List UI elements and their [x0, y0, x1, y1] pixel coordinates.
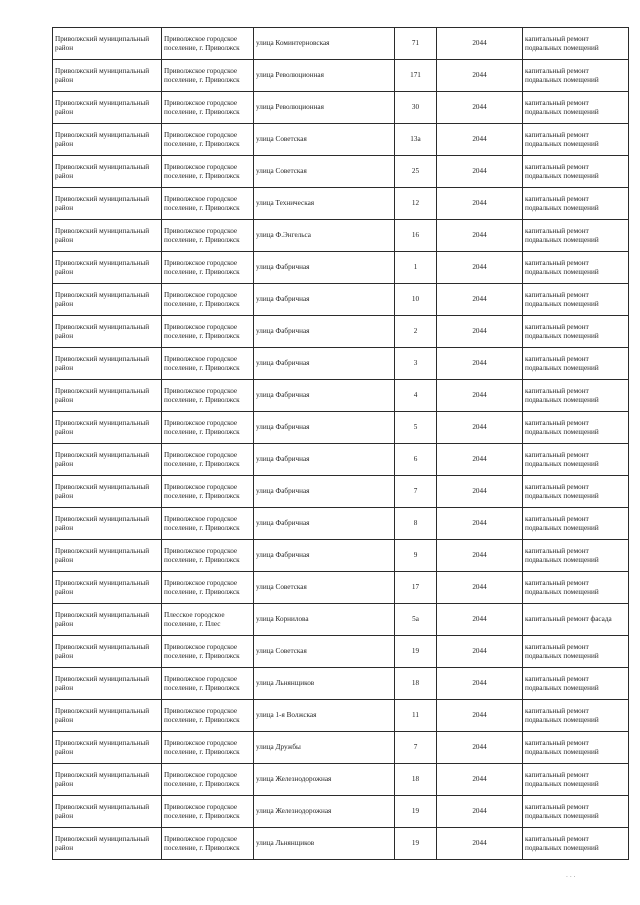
- street-cell: улица Советская: [254, 124, 395, 156]
- street-cell: улица Коминтерновская: [254, 28, 395, 60]
- year-cell: 2044: [437, 124, 523, 156]
- district-cell: Приволжский муниципальный район: [53, 828, 162, 860]
- district-cell: Приволжский муниципальный район: [53, 732, 162, 764]
- year-cell: 2044: [437, 796, 523, 828]
- house-number-cell: 3: [395, 348, 437, 380]
- work-type-cell: капитальный ремонт подвальных помещений: [523, 700, 629, 732]
- scan-marks: · · ·: [566, 874, 576, 881]
- street-cell: улица Фабричная: [254, 380, 395, 412]
- street-cell: улица Советская: [254, 572, 395, 604]
- work-type-cell: капитальный ремонт подвальных помещений: [523, 60, 629, 92]
- street-cell: улица Дружбы: [254, 732, 395, 764]
- settlement-cell: Плесское городское поселение, г. Плес: [162, 604, 254, 636]
- settlement-cell: Приволжское городское поселение, г. Приволжск: [162, 828, 254, 860]
- settlement-cell: Приволжское городское поселение, г. Приволжск: [162, 540, 254, 572]
- table-row: [53, 188, 629, 220]
- district-cell: Приволжский муниципальный район: [53, 156, 162, 188]
- table-row: [53, 668, 629, 700]
- house-number-cell: 7: [395, 732, 437, 764]
- house-number-cell: 19: [395, 636, 437, 668]
- settlement-cell: Приволжское городское поселение, г. Приволжск: [162, 732, 254, 764]
- table-row: [53, 348, 629, 380]
- work-type-cell: капитальный ремонт подвальных помещений: [523, 764, 629, 796]
- settlement-cell: Приволжское городское поселение, г. Приволжск: [162, 156, 254, 188]
- table-row: [53, 828, 629, 860]
- house-number-cell: 71: [395, 28, 437, 60]
- table-row: [53, 380, 629, 412]
- settlement-cell: Приволжское городское поселение, г. Приволжск: [162, 252, 254, 284]
- table-body: [53, 28, 629, 860]
- settlement-cell: Приволжское городское поселение, г. Приволжск: [162, 188, 254, 220]
- work-type-cell: капитальный ремонт подвальных помещений: [523, 124, 629, 156]
- district-cell: Приволжский муниципальный район: [53, 572, 162, 604]
- district-cell: Приволжский муниципальный район: [53, 92, 162, 124]
- street-cell: улица Фабричная: [254, 476, 395, 508]
- table-row: [53, 284, 629, 316]
- district-cell: Приволжский муниципальный район: [53, 444, 162, 476]
- street-cell: улица Советская: [254, 156, 395, 188]
- house-number-cell: 6: [395, 444, 437, 476]
- year-cell: 2044: [437, 412, 523, 444]
- street-cell: улица Фабричная: [254, 540, 395, 572]
- work-type-cell: капитальный ремонт подвальных помещений: [523, 540, 629, 572]
- year-cell: 2044: [437, 572, 523, 604]
- year-cell: 2044: [437, 252, 523, 284]
- street-cell: улица Техническая: [254, 188, 395, 220]
- district-cell: Приволжский муниципальный район: [53, 412, 162, 444]
- settlement-cell: Приволжское городское поселение, г. Приволжск: [162, 412, 254, 444]
- year-cell: 2044: [437, 220, 523, 252]
- year-cell: 2044: [437, 92, 523, 124]
- house-number-cell: 25: [395, 156, 437, 188]
- table-row: [53, 412, 629, 444]
- street-cell: улица Революционная: [254, 60, 395, 92]
- district-cell: Приволжский муниципальный район: [53, 348, 162, 380]
- year-cell: 2044: [437, 60, 523, 92]
- street-cell: улица Корнилова: [254, 604, 395, 636]
- street-cell: улица Льнянщиков: [254, 668, 395, 700]
- district-cell: Приволжский муниципальный район: [53, 316, 162, 348]
- table-row: [53, 540, 629, 572]
- street-cell: улица Железнодорожная: [254, 764, 395, 796]
- settlement-cell: Приволжское городское поселение, г. Приволжск: [162, 92, 254, 124]
- work-type-cell: капитальный ремонт подвальных помещений: [523, 316, 629, 348]
- year-cell: 2044: [437, 636, 523, 668]
- district-cell: Приволжский муниципальный район: [53, 188, 162, 220]
- table-row: [53, 156, 629, 188]
- house-number-cell: 18: [395, 764, 437, 796]
- district-cell: Приволжский муниципальный район: [53, 284, 162, 316]
- settlement-cell: Приволжское городское поселение, г. Приволжск: [162, 476, 254, 508]
- settlement-cell: Приволжское городское поселение, г. Приволжск: [162, 636, 254, 668]
- house-number-cell: 30: [395, 92, 437, 124]
- district-cell: Приволжский муниципальный район: [53, 796, 162, 828]
- street-cell: улица Фабричная: [254, 444, 395, 476]
- district-cell: Приволжский муниципальный район: [53, 60, 162, 92]
- table-row: [53, 636, 629, 668]
- table-row: [53, 604, 629, 636]
- work-type-cell: капитальный ремонт подвальных помещений: [523, 732, 629, 764]
- year-cell: 2044: [437, 316, 523, 348]
- year-cell: 2044: [437, 508, 523, 540]
- settlement-cell: Приволжское городское поселение, г. Приволжск: [162, 380, 254, 412]
- settlement-cell: Приволжское городское поселение, г. Приволжск: [162, 700, 254, 732]
- house-number-cell: 8: [395, 508, 437, 540]
- district-cell: Приволжский муниципальный район: [53, 252, 162, 284]
- house-number-cell: 11: [395, 700, 437, 732]
- work-type-cell: капитальный ремонт подвальных помещений: [523, 412, 629, 444]
- street-cell: улица Железнодорожная: [254, 796, 395, 828]
- house-number-cell: 18: [395, 668, 437, 700]
- settlement-cell: Приволжское городское поселение, г. Приволжск: [162, 348, 254, 380]
- year-cell: 2044: [437, 604, 523, 636]
- year-cell: 2044: [437, 348, 523, 380]
- house-number-cell: 19: [395, 828, 437, 860]
- district-cell: Приволжский муниципальный район: [53, 764, 162, 796]
- table-row: [53, 732, 629, 764]
- settlement-cell: Приволжское городское поселение, г. Приволжск: [162, 572, 254, 604]
- work-type-cell: капитальный ремонт подвальных помещений: [523, 508, 629, 540]
- table-row: [53, 476, 629, 508]
- settlement-cell: Приволжское городское поселение, г. Приволжск: [162, 796, 254, 828]
- district-cell: Приволжский муниципальный район: [53, 508, 162, 540]
- house-number-cell: 10: [395, 284, 437, 316]
- settlement-cell: Приволжское городское поселение, г. Приволжск: [162, 220, 254, 252]
- table-row: [53, 316, 629, 348]
- year-cell: 2044: [437, 28, 523, 60]
- year-cell: 2044: [437, 540, 523, 572]
- work-type-cell: капитальный ремонт подвальных помещений: [523, 476, 629, 508]
- house-number-cell: 1: [395, 252, 437, 284]
- year-cell: 2044: [437, 700, 523, 732]
- housing-repair-table: [52, 27, 629, 860]
- table-row: [53, 60, 629, 92]
- table-row: [53, 220, 629, 252]
- work-type-cell: капитальный ремонт подвальных помещений: [523, 220, 629, 252]
- street-cell: улица Льнянщиков: [254, 828, 395, 860]
- settlement-cell: Приволжское городское поселение, г. Приволжск: [162, 508, 254, 540]
- settlement-cell: Приволжское городское поселение, г. Приволжск: [162, 28, 254, 60]
- house-number-cell: 7: [395, 476, 437, 508]
- street-cell: улица Революционная: [254, 92, 395, 124]
- work-type-cell: капитальный ремонт подвальных помещений: [523, 796, 629, 828]
- house-number-cell: 9: [395, 540, 437, 572]
- table-row: [53, 444, 629, 476]
- year-cell: 2044: [437, 668, 523, 700]
- work-type-cell: капитальный ремонт подвальных помещений: [523, 156, 629, 188]
- work-type-cell: капитальный ремонт подвальных помещений: [523, 252, 629, 284]
- district-cell: Приволжский муниципальный район: [53, 700, 162, 732]
- district-cell: Приволжский муниципальный район: [53, 380, 162, 412]
- year-cell: 2044: [437, 156, 523, 188]
- district-cell: Приволжский муниципальный район: [53, 540, 162, 572]
- settlement-cell: Приволжское городское поселение, г. Приволжск: [162, 764, 254, 796]
- district-cell: Приволжский муниципальный район: [53, 28, 162, 60]
- year-cell: 2044: [437, 284, 523, 316]
- table-row: [53, 124, 629, 156]
- street-cell: улица Фабричная: [254, 284, 395, 316]
- settlement-cell: Приволжское городское поселение, г. Приволжск: [162, 124, 254, 156]
- house-number-cell: 19: [395, 796, 437, 828]
- work-type-cell: капитальный ремонт подвальных помещений: [523, 572, 629, 604]
- house-number-cell: 5а: [395, 604, 437, 636]
- year-cell: 2044: [437, 732, 523, 764]
- house-number-cell: 16: [395, 220, 437, 252]
- street-cell: улица Фабричная: [254, 508, 395, 540]
- work-type-cell: капитальный ремонт подвальных помещений: [523, 28, 629, 60]
- table-row: [53, 28, 629, 60]
- work-type-cell: капитальный ремонт подвальных помещений: [523, 828, 629, 860]
- street-cell: улица 1-я Волжская: [254, 700, 395, 732]
- settlement-cell: Приволжское городское поселение, г. Приволжск: [162, 60, 254, 92]
- settlement-cell: Приволжское городское поселение, г. Приволжск: [162, 668, 254, 700]
- table-row: [53, 764, 629, 796]
- table-row: [53, 796, 629, 828]
- work-type-cell: капитальный ремонт подвальных помещений: [523, 636, 629, 668]
- work-type-cell: капитальный ремонт подвальных помещений: [523, 188, 629, 220]
- table-row: [53, 508, 629, 540]
- settlement-cell: Приволжское городское поселение, г. Приволжск: [162, 284, 254, 316]
- house-number-cell: 4: [395, 380, 437, 412]
- street-cell: улица Советская: [254, 636, 395, 668]
- work-type-cell: капитальный ремонт подвальных помещений: [523, 284, 629, 316]
- year-cell: 2044: [437, 828, 523, 860]
- settlement-cell: Приволжское городское поселение, г. Приволжск: [162, 444, 254, 476]
- street-cell: улица Фабричная: [254, 316, 395, 348]
- year-cell: 2044: [437, 188, 523, 220]
- work-type-cell: капитальный ремонт подвальных помещений: [523, 348, 629, 380]
- year-cell: 2044: [437, 476, 523, 508]
- district-cell: Приволжский муниципальный район: [53, 636, 162, 668]
- settlement-cell: Приволжское городское поселение, г. Приволжск: [162, 316, 254, 348]
- work-type-cell: капитальный ремонт подвальных помещений: [523, 668, 629, 700]
- street-cell: улица Ф.Энгельса: [254, 220, 395, 252]
- work-type-cell: капитальный ремонт подвальных помещений: [523, 380, 629, 412]
- house-number-cell: 2: [395, 316, 437, 348]
- work-type-cell: капитальный ремонт фасада: [523, 604, 629, 636]
- street-cell: улица Фабричная: [254, 348, 395, 380]
- street-cell: улица Фабричная: [254, 412, 395, 444]
- house-number-cell: 17: [395, 572, 437, 604]
- district-cell: Приволжский муниципальный район: [53, 476, 162, 508]
- year-cell: 2044: [437, 444, 523, 476]
- table-row: [53, 572, 629, 604]
- table-row: [53, 92, 629, 124]
- table-row: [53, 700, 629, 732]
- district-cell: Приволжский муниципальный район: [53, 604, 162, 636]
- year-cell: 2044: [437, 764, 523, 796]
- work-type-cell: капитальный ремонт подвальных помещений: [523, 444, 629, 476]
- street-cell: улица Фабричная: [254, 252, 395, 284]
- house-number-cell: 12: [395, 188, 437, 220]
- house-number-cell: 171: [395, 60, 437, 92]
- district-cell: Приволжский муниципальный район: [53, 668, 162, 700]
- house-number-cell: 5: [395, 412, 437, 444]
- house-number-cell: 13а: [395, 124, 437, 156]
- district-cell: Приволжский муниципальный район: [53, 124, 162, 156]
- table-row: [53, 252, 629, 284]
- year-cell: 2044: [437, 380, 523, 412]
- district-cell: Приволжский муниципальный район: [53, 220, 162, 252]
- work-type-cell: капитальный ремонт подвальных помещений: [523, 92, 629, 124]
